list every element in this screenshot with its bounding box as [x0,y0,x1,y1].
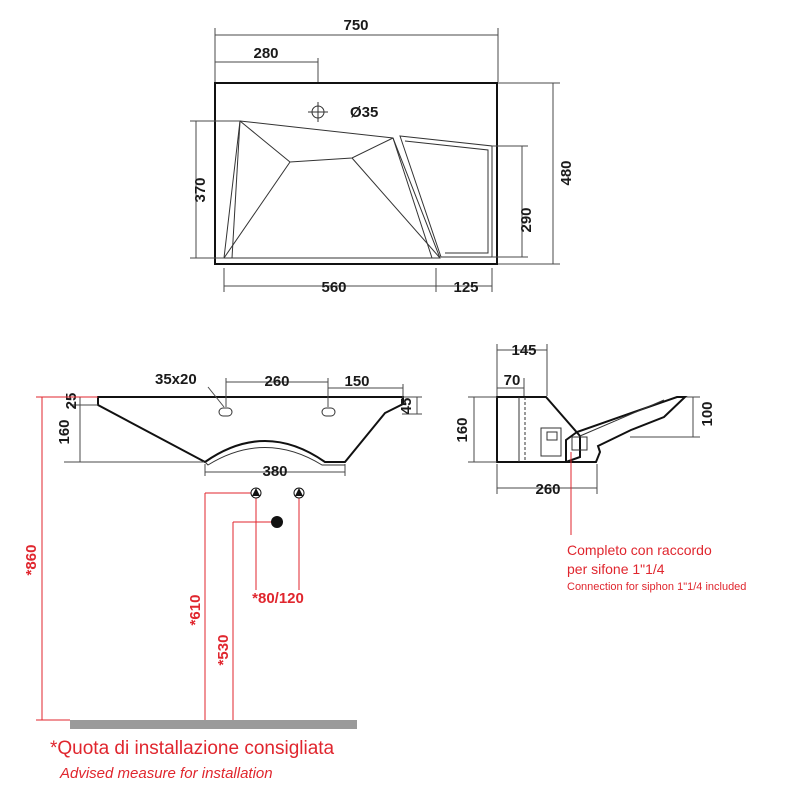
dim-basin-depth: 370 [192,177,209,203]
dim-arch-width: 380 [262,463,288,480]
dim-side-base: 260 [535,481,561,498]
installation-view [23,397,357,729]
dim-side-depth-top: 145 [511,342,537,359]
bracket-marker-icon [251,488,261,498]
dim-shelf-depth: 290 [518,207,535,233]
legend [50,738,335,782]
dim-rim-height: 45 [398,397,415,415]
dim-side-height: 160 [454,417,471,443]
dim-bracket-slot: 35x20 [155,371,197,388]
side-view [454,342,716,535]
front-view [56,371,422,480]
siphon-note-line1: Completo con raccordo [567,542,712,558]
side-view-body [497,397,580,462]
dim-depth: 480 [558,160,575,186]
dim-bracket-to-edge: 150 [344,373,370,390]
dim-top-thickness: 25 [63,392,80,410]
dim-shelf-width: 125 [453,279,479,296]
siphon-note-line2: per sifone 1"1/4 [567,561,665,577]
bracket-slot-left [219,408,232,416]
dim-floor-height: *860 [23,544,40,576]
bracket-slot-right [322,408,335,416]
bracket-marker-icon [294,488,304,498]
dim-bracket-height: *610 [187,594,204,626]
dim-drain-height: *530 [215,634,232,666]
dim-tap-offset: 280 [253,45,279,62]
legend-italian: *Quota di installazione consigliata [50,738,335,759]
top-view [190,17,575,296]
dim-tap-hole: Ø35 [350,104,379,121]
dim-bracket-spacing: 260 [264,373,290,390]
front-view-outline [98,397,403,462]
siphon-note [567,542,746,593]
dim-side-drain-drop: 100 [699,401,716,427]
dim-width: 750 [343,17,369,34]
floor-bar [70,720,357,729]
dim-basin-width: 560 [321,279,347,296]
dim-total-height: 160 [56,419,73,445]
drain-icon [271,516,283,528]
tap-hole-icon [308,102,328,122]
dim-drain-offset: *80/120 [252,590,304,607]
siphon-note-line3: Connection for siphon 1"1/4 included [567,581,747,593]
side-view-basin [566,397,685,462]
shelf-outline [400,136,492,257]
dim-side-depth-inner: 70 [503,372,521,389]
legend-english: Advised measure for installation [60,765,273,782]
